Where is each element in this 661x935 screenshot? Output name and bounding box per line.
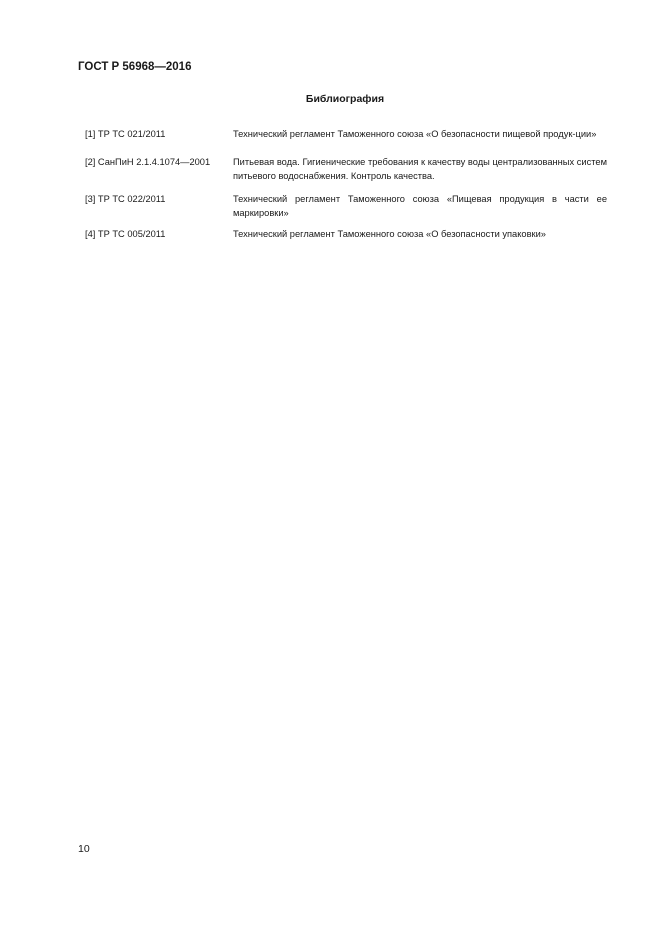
entry-reference: [4] ТР ТС 005/2011 <box>85 229 166 239</box>
entry-reference: [3] ТР ТС 022/2011 <box>85 194 166 204</box>
entry-reference: [2] СанПиН 2.1.4.1074—2001 <box>85 157 211 167</box>
page-number: 10 <box>78 843 90 855</box>
document-header: ГОСТ Р 56968—2016 <box>78 61 192 73</box>
entry-description: Питьевая вода. Гигиенические требования к качеству воды централизованных систем питьевого водоснабжения. Контроль качества. <box>233 157 607 181</box>
entry-description: Технический регламент Таможенного союза «О безопасности упаковки» <box>233 229 546 239</box>
entry-description: Технический регламент Таможенного союза «Пищевая продукция в части ее маркировки» <box>233 194 607 218</box>
entry-description: Технический регламент Таможенного союза «О безопасности пищевой продук-ции» <box>233 129 597 139</box>
entry-reference: [1] ТР ТС 021/2011 <box>85 129 166 139</box>
section-title: Библиография <box>305 93 385 105</box>
